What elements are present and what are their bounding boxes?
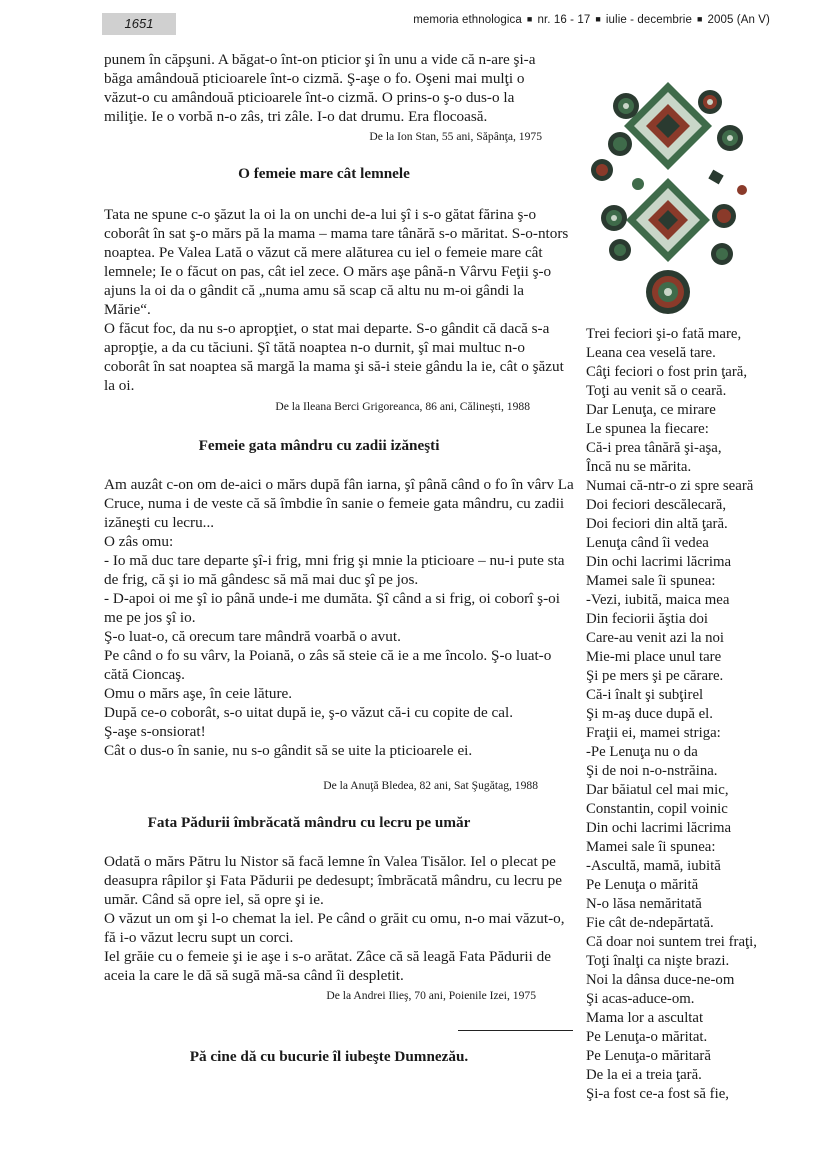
issue-number: nr. 16 - 17 (537, 14, 591, 26)
story-source: De la Ileana Berci Grigoreanca, 86 ani, Călineşti, 1988 (275, 400, 530, 413)
paragraph: Odată o mărs Pătru lu Nistor să facă lemne în Valea Tisălor. Iel o plecat pe deasupra râpilor şi Fata Pădurii pe dedesupt; îmbrăcată mândru, cu lecru pe umăr. Când să opre iel, să opre şi ie. (104, 853, 562, 908)
story-1 (104, 50, 574, 144)
embroidered-diamond-icon (626, 178, 710, 262)
poem-line: Mamei sale îi spunea: (586, 839, 716, 855)
paragraph: Omu o mărs aşe, în ceie lăture. (104, 685, 293, 702)
paragraph: Cât o dus-o în sanie, nu s-o gândit să se uite la pticioarele ei. (104, 742, 473, 759)
poem-line: Şi m-aş duce după el. (586, 706, 713, 722)
poem-line: Trei feciori şi-o fată mare, (586, 326, 742, 342)
poem-line: Toţi au venit să o ceară. (586, 383, 727, 399)
paragraph: - D-apoi oi me şî io până unde-i me dumăta. Şî când a si frig, oi coborî ş-oi me pe jos şî io. (104, 590, 560, 626)
story-title: Pă cine dă cu bucurie îl iubeşte Dumnezău. (189, 1048, 469, 1065)
poem-line: Constantin, copil voinic (586, 801, 728, 817)
story-4 (104, 852, 574, 1003)
paragraph: - Io mă duc tare departe şî-i frig, mni frig şi mnie la pticioare – nu-i pute sta de frig, că şi io mă gândesc să mă mai duc şî pe jos. (104, 552, 565, 588)
decorative-plate-icon (717, 125, 743, 151)
poem-line: De la ei a treia ţară. (586, 1067, 702, 1083)
story-2 (104, 205, 574, 414)
poem-line: Fraţii ei, mamei striga: (586, 725, 721, 741)
poem-line: -Vezi, iubită, maica mea (586, 592, 730, 608)
decorative-plate-icon (608, 132, 632, 156)
poem-line: Mie-mi place unul tare (586, 649, 722, 665)
poem-line: -Ascultă, mamă, iubită (586, 858, 721, 874)
poem-line: Doi feciori din altă ţară. (586, 516, 728, 532)
separator: ■ (526, 14, 533, 24)
decorative-plate-icon (711, 243, 733, 265)
folk-art-illustration (582, 74, 754, 322)
poem-line: Din feciorii ăştia doi (586, 611, 709, 627)
story-source: De la Anuţă Bledea, 82 ani, Sat Şugătag, 1988 (323, 779, 538, 792)
story-source: De la Andrei Ilieş, 70 ani, Poienile Izei, 1975 (326, 989, 536, 1002)
poem-line: Câţi feciori o fost prin ţară, (586, 364, 748, 380)
paragraph: Ş-aşe s-onsiorat! (104, 723, 206, 740)
poem-line: Leana cea veselă tare. (586, 345, 716, 361)
poem-line: Dar băiatul cel mai mic, (586, 782, 729, 798)
decorative-plate-icon (591, 159, 613, 181)
issue-year: 2005 (An V) (707, 14, 770, 26)
decorative-plate-icon (712, 204, 736, 228)
poem-line: Le spunea la fiecare: (586, 421, 709, 437)
poem-line: Mama lor a ascultat (586, 1010, 704, 1026)
poem-line: Fie cât de-ndepărtată. (586, 915, 714, 931)
poem-line: Dar Lenuţa, ce mirare (586, 402, 716, 418)
poem-line: Încă nu se mărita. (586, 459, 692, 475)
poem-line: Lenuţa când îi vedea (586, 535, 709, 551)
poem-line: Pe Lenuţa-o măritat. (586, 1029, 708, 1045)
decorative-plate-icon (601, 205, 627, 231)
section-divider (458, 1030, 573, 1031)
poem-line: Pe Lenuţa o mărită (586, 877, 699, 893)
separator: ■ (595, 14, 601, 24)
poem-line: Şi-a fost ce-a fost să fie, (586, 1086, 729, 1102)
poem-line: Toţi înalţi ca nişte brazi. (586, 953, 730, 969)
paragraph: Ş-o luat-o, că orecum tare mândră voarbă o avut. (104, 628, 401, 645)
poem-line: Şi pe mers şi pe cărare. (586, 668, 724, 684)
poem-line: Numai că-ntr-o zi spre seară (586, 478, 754, 494)
poem-line: Mamei sale îi spunea: (586, 573, 716, 589)
page-number: 1651 (102, 13, 176, 35)
paragraph: Tata ne spune c-o şăzut la oi la on unchi de-a lui şî i s-o gătat fărina ş-o coborât în sat ş-o mărs pă la mama – mama tare tânără s-o măritat. S-o-ntors noaptea. Pe Valea Lată o văzut că mere alăturea cu iel o femeie mare cât lemnele; Ie o făcut on pas, cât iel zece. O mărs aşe până-n Vârvu Feţii ş-o ajuns la oi da o gândit că „numa amu să scap că altu nu m-oi gândi la Mărie“. (104, 206, 569, 318)
paragraph: O zâs omu: (104, 533, 174, 550)
poem-line: Că-i înalt şi subţirel (586, 687, 704, 703)
poem-line: Şi de noi n-o-nstrăina. (586, 763, 718, 779)
decorative-plate-icon (698, 90, 722, 114)
poem-line: Că-i prea tânără şi-aşa, (586, 440, 722, 456)
story-source: De la Ion Stan, 55 ani, Săpânţa, 1975 (369, 130, 542, 143)
poem-line: Şi acas-aduce-om. (586, 991, 695, 1007)
poem-line: -Pe Lenuţa nu o da (586, 744, 698, 760)
poem-line: Că doar noi suntem trei fraţi, (586, 934, 757, 950)
paragraph: Pe când o fo su vârv, la Poiană, o zâs să steie că ie a me încolo. Ş-o luat-o cătă Cioncaş. (104, 647, 552, 683)
poem-line: Noi la dânsa duce-ne-om (586, 972, 735, 988)
poem-line: Pe Lenuţa-o măritară (586, 1048, 711, 1064)
decorative-plate-icon (613, 93, 639, 119)
embroidered-diamond-icon (624, 82, 712, 170)
small-ornament-icon (632, 170, 747, 195)
paragraph: O văzut un om şi l-o chemat la iel. Pe când o grăit cu omu, n-o mai văzut-o, fă i-o văzut lecru supt un corci. (104, 910, 565, 946)
story-3 (104, 475, 574, 793)
main-column (104, 50, 574, 1066)
paragraph: punem în căpşuni. A băgat-o înt-on pticior şi în unu a vide că n-are şi-a băga amândouă pticioarele înt-o cizmă. Ş-aşe o fo. Oşeni mai mulţi o văzut-o cu amândouă pticioarele înt-o cizmă. O prins-o ş-o dus-o la miliţie. Ie o vorbă n-o zâs, tri zâle. I-o dat drumu. Era flocoasă. (104, 51, 536, 125)
poem-line: Doi feciori descălecară, (586, 497, 727, 513)
paragraph: Iel grăie cu o femeie şi ie aşe i s-o arătat. Zâce că să leagă Fata Pădurii de aceia la care le dă să sugă mă-sa când îi despletit. (104, 948, 551, 984)
paragraph: Am auzât c-on om de-aici o mărs după fân iarna, şî până când o fo în vârv La Cruce, numa i de veste că să îmbdie în sanie o femeie gata mândru, cu zadii izăneşti cu lecru... (104, 476, 574, 531)
story-title: O femeie mare cât lemnele (238, 165, 410, 182)
decorative-plate-icon (609, 239, 631, 261)
journal-name: memoria ethnologica (413, 14, 522, 26)
story-title: Fata Pădurii îmbrăcată mândru cu lecru pe umăr (147, 814, 471, 831)
decorative-plate-icon (646, 270, 690, 314)
separator: ■ (696, 14, 703, 24)
poem-line: N-o lăsa nemăritată (586, 896, 702, 912)
paragraph: După ce-o coborât, s-o uitat după ie, ş-o văzut că-i cu copite de cal. (104, 704, 514, 721)
poem-line: Din ochi lacrimi lăcrima (586, 554, 732, 570)
issue-period: iulie - decembrie (605, 14, 692, 26)
poem-line: Din ochi lacrimi lăcrima (586, 820, 732, 836)
poem (586, 325, 786, 1104)
running-header (413, 14, 770, 26)
paragraph: O făcut foc, da nu s-o apropţiet, o stat mai departe. S-o gândit că dacă s-a apropţie, a da cu tăciuni. Şî tătă noaptea n-o durnit, şî mai multuc n-o coborât în sat noaptea să margă la mama şi să-i steie gându la ie, cât o şăzut la oi. (104, 320, 564, 394)
poem-line: Care-au venit azi la noi (586, 630, 725, 646)
story-title: Femeie gata mândru cu zadii izăneşti (198, 437, 440, 454)
